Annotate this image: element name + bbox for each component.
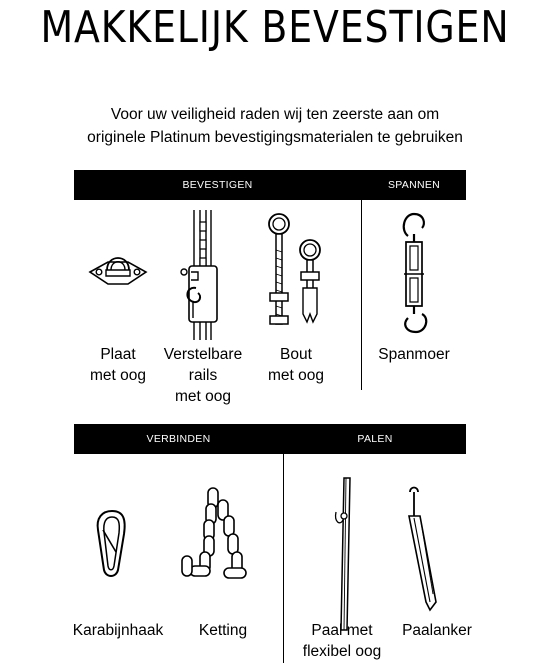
label-bout-line-2: met oog xyxy=(267,367,324,384)
label-bout-met-oog xyxy=(256,344,336,386)
section-header-palen xyxy=(284,424,466,454)
label-rails-line-2: rails xyxy=(188,367,218,384)
label-karabijnhaak-line-1: Karabijnhaak xyxy=(72,622,164,639)
label-paal-line-2: flexibel oog xyxy=(302,643,382,660)
label-plaat-met-oog xyxy=(78,344,158,386)
label-rails-line-3: met oog xyxy=(174,388,231,405)
turnbuckle-icon xyxy=(396,210,436,335)
label-karabijnhaak xyxy=(58,620,178,641)
label-paalanker-line-1: Paalanker xyxy=(402,622,472,639)
carabiner-icon xyxy=(94,508,130,580)
label-spanmoer xyxy=(364,344,464,365)
adjustable-rail-icon xyxy=(180,210,224,340)
eye-plate-icon xyxy=(88,250,148,290)
section-header-bevestigen-label: BEVESTIGEN xyxy=(182,179,253,191)
label-plaat-line-2: met oog xyxy=(89,367,146,384)
divider-verbinden-palen xyxy=(283,424,284,663)
label-paalanker xyxy=(392,620,482,641)
label-spanmoer-line-1: Spanmoer xyxy=(378,346,450,363)
section-header-spannen xyxy=(362,170,466,200)
intro-line-2: originele Platinum bevestigingsmaterialen te gebruiken xyxy=(87,129,463,146)
label-plaat-line-1: Plaat xyxy=(100,346,136,363)
chain-icon xyxy=(180,486,255,594)
label-bout-line-1: Bout xyxy=(280,346,312,363)
label-ketting xyxy=(183,620,263,641)
page-title: MAKKELIJK BEVESTIGEN xyxy=(40,2,510,53)
label-paal-met-flexibel-oog xyxy=(288,620,396,662)
section-header-palen-label: PALEN xyxy=(357,433,393,445)
eye-bolt-icon xyxy=(264,210,334,335)
label-paal-line-1: Paal met xyxy=(311,622,373,639)
section-header-spannen-label: SPANNEN xyxy=(387,179,441,191)
section-header-bevestigen xyxy=(74,170,361,200)
intro-line-1: Voor uw veiligheid raden wij ten zeerste aan om xyxy=(110,106,440,123)
section-header-verbinden xyxy=(74,424,283,454)
label-ketting-line-1: Ketting xyxy=(198,622,248,639)
label-verstelbare-rails xyxy=(153,344,253,407)
label-rails-line-1: Verstelbare xyxy=(163,346,243,363)
divider-bevestigen-spannen xyxy=(361,170,362,390)
section-header-verbinden-label: VERBINDEN xyxy=(146,433,211,445)
intro-text xyxy=(0,103,550,149)
pole-icon xyxy=(330,476,360,632)
ground-anchor-icon xyxy=(406,484,440,614)
